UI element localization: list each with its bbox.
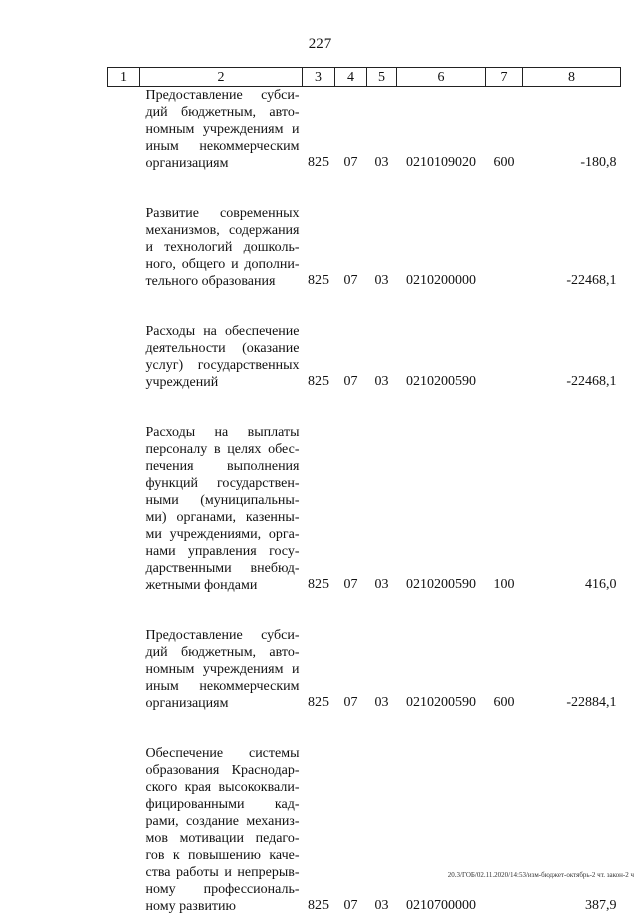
expense-type-code: 600 xyxy=(493,155,515,170)
spacer-cell xyxy=(108,291,621,323)
table-row xyxy=(108,205,621,291)
header-col-7: 7 xyxy=(486,68,523,87)
subsection-code: 03 xyxy=(374,577,389,592)
amount: -22468,1 xyxy=(566,374,617,389)
subsection-code: 03 xyxy=(374,155,389,170)
empty-cell xyxy=(108,627,140,713)
ministry-code: 825 xyxy=(308,374,329,389)
header-col-5: 5 xyxy=(367,68,397,87)
description-line: Обеспечение системы xyxy=(145,746,300,761)
header-col-8: 8 xyxy=(523,68,621,87)
description-line: ному развитию xyxy=(145,899,237,914)
description-line: Предоставление субси- xyxy=(145,628,300,643)
description-line: Расходы на обеспечение xyxy=(145,324,300,339)
description-line: функций государствен- xyxy=(145,476,300,491)
description-line: дий бюджетным, авто- xyxy=(145,105,300,120)
description-line: фицированными кад- xyxy=(145,797,300,812)
table-row xyxy=(108,627,621,713)
empty-cell xyxy=(108,745,140,916)
row-spacer xyxy=(108,392,621,424)
description-line: номным учреждениям и xyxy=(145,122,300,137)
description-line: номным учреждениям и xyxy=(145,662,300,677)
row-description xyxy=(140,323,303,392)
section-code: 07 xyxy=(343,577,358,592)
ministry-code: 825 xyxy=(308,898,329,913)
header-col-1: 1 xyxy=(108,68,140,87)
description-line: механизмов, содержания xyxy=(145,223,300,238)
description-line: учреждений xyxy=(145,375,219,390)
description-line: Развитие современных xyxy=(145,206,300,221)
description-line: услуг) государственных xyxy=(145,358,300,373)
subsection-code: 03 xyxy=(374,374,389,389)
description-line: ства работы и непрерыв- xyxy=(145,865,300,880)
section-code: 07 xyxy=(343,273,358,288)
description-line: ного, общего и дополни- xyxy=(145,257,300,272)
empty-cell xyxy=(108,205,140,291)
description-line: ному профессиональ- xyxy=(145,882,300,897)
empty-cell xyxy=(108,323,140,392)
description-line: ми) органами, казенны- xyxy=(145,510,300,525)
row-spacer xyxy=(108,713,621,745)
table-row xyxy=(108,745,621,916)
spacer-cell xyxy=(108,595,621,627)
row-description xyxy=(140,424,303,595)
empty-cell xyxy=(108,424,140,595)
expense-type-code: 600 xyxy=(493,695,515,710)
target-article-code: 0210700000 xyxy=(406,898,476,913)
description-line: Предоставление субси- xyxy=(145,88,300,103)
description-line: гов к повышению каче- xyxy=(145,848,300,863)
row-spacer xyxy=(108,173,621,205)
description-line: иным некоммерческим xyxy=(145,679,300,694)
description-line: рами, создание механиз- xyxy=(145,814,300,829)
description-line: мов мотивации педаго- xyxy=(145,831,300,846)
subsection-code: 03 xyxy=(374,695,389,710)
ministry-code: 825 xyxy=(308,695,329,710)
description-line: дий бюджетным, авто- xyxy=(145,645,300,660)
expense-type-code xyxy=(486,323,523,392)
amount: 387,9 xyxy=(585,898,617,913)
ministry-code: 825 xyxy=(308,577,329,592)
ministry-code: 825 xyxy=(308,155,329,170)
description-line: жетными фондами xyxy=(145,578,258,593)
description-line: дарственными внебюд- xyxy=(145,561,300,576)
table-row xyxy=(108,424,621,595)
description-line: организациям xyxy=(145,696,229,711)
empty-cell xyxy=(108,87,140,173)
row-spacer xyxy=(108,291,621,323)
subsection-code: 03 xyxy=(374,898,389,913)
document-footer-stamp: 20.3/ГОБ/02.11.2020/14:53/изм-бюджет-октябрь-2 чт. закон-2 ч xyxy=(447,871,634,879)
spacer-cell xyxy=(108,392,621,424)
description-line: образования Краснодар- xyxy=(145,763,300,778)
target-article-code: 0210200590 xyxy=(406,577,476,592)
description-line: ского края высококвали- xyxy=(145,780,300,795)
header-col-2: 2 xyxy=(140,68,303,87)
header-col-4: 4 xyxy=(335,68,367,87)
header-col-6: 6 xyxy=(397,68,486,87)
description-line: и технологий дошколь- xyxy=(145,240,300,255)
description-line: организациям xyxy=(145,156,229,171)
row-description xyxy=(140,87,303,173)
spacer-cell xyxy=(108,713,621,745)
description-line: ми учреждениями, орга- xyxy=(145,527,300,542)
section-code: 07 xyxy=(343,898,358,913)
expense-type-code xyxy=(486,745,523,916)
target-article-code: 0210109020 xyxy=(406,155,476,170)
expense-type-code xyxy=(486,205,523,291)
budget-table xyxy=(107,67,621,916)
amount: 416,0 xyxy=(585,577,617,592)
description-line: персоналу в целях обес- xyxy=(145,442,300,457)
description-line: иным некоммерческим xyxy=(145,139,300,154)
description-line: ными (муниципальны- xyxy=(145,493,300,508)
section-code: 07 xyxy=(343,155,358,170)
subsection-code: 03 xyxy=(374,273,389,288)
target-article-code: 0210200590 xyxy=(406,374,476,389)
amount: -180,8 xyxy=(580,155,617,170)
table-row xyxy=(108,87,621,173)
section-code: 07 xyxy=(343,374,358,389)
description-line: деятельности (оказание xyxy=(145,341,300,356)
spacer-cell xyxy=(108,173,621,205)
table-row xyxy=(108,323,621,392)
description-line: тельного образования xyxy=(145,274,276,289)
description-line: нами управления госу- xyxy=(145,544,300,559)
column-number-header xyxy=(108,68,621,87)
ministry-code: 825 xyxy=(308,273,329,288)
target-article-code: 0210200590 xyxy=(406,695,476,710)
section-code: 07 xyxy=(343,695,358,710)
row-description xyxy=(140,205,303,291)
row-description xyxy=(140,745,303,916)
page-number: 227 xyxy=(308,36,332,52)
header-col-3: 3 xyxy=(303,68,335,87)
amount: -22884,1 xyxy=(566,695,617,710)
row-description xyxy=(140,627,303,713)
row-spacer xyxy=(108,595,621,627)
expense-type-code: 100 xyxy=(493,577,515,592)
amount: -22468,1 xyxy=(566,273,617,288)
target-article-code: 0210200000 xyxy=(406,273,476,288)
description-line: Расходы на выплаты xyxy=(145,425,300,440)
description-line: печения выполнения xyxy=(145,459,300,474)
